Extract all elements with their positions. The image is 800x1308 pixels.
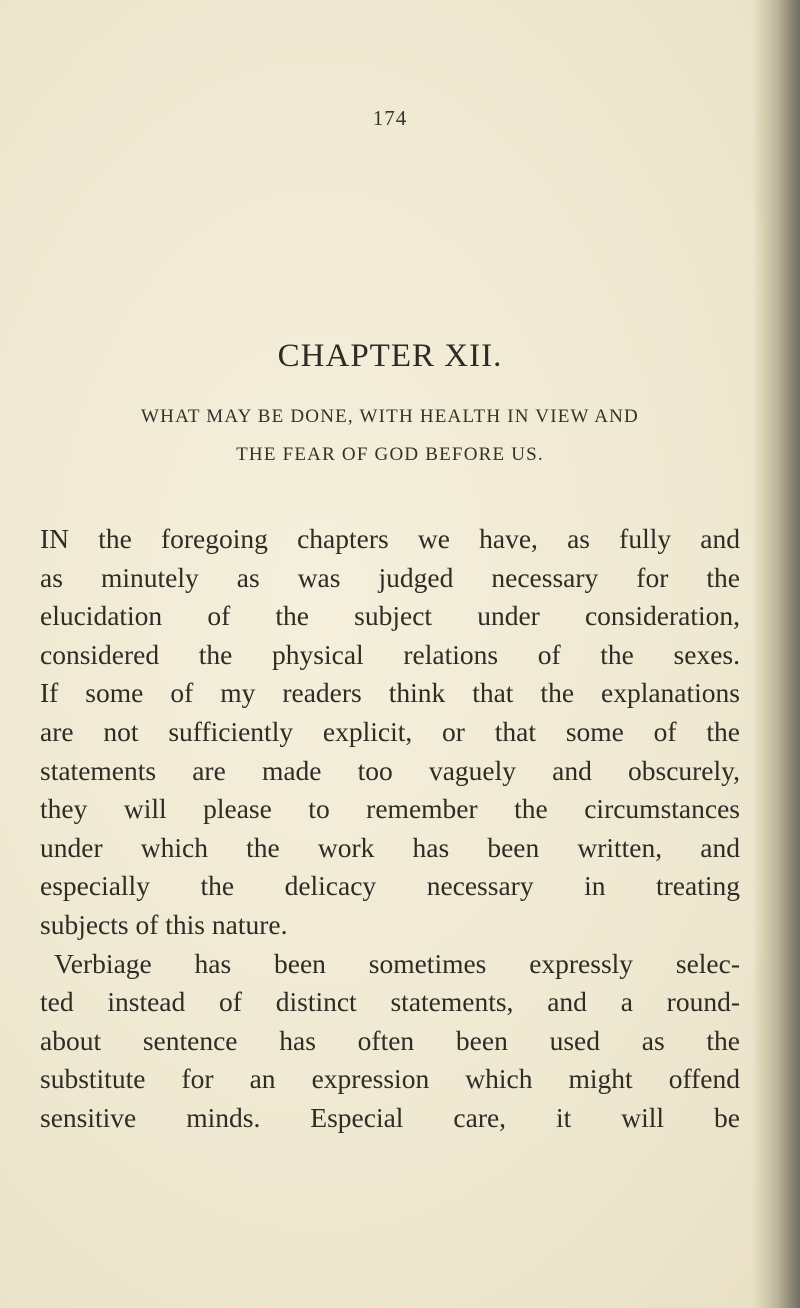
text-line: substitute for an expression which might offend (40, 1063, 740, 1095)
page-gutter-shadow (752, 0, 800, 1308)
paragraph-2 (40, 945, 740, 1138)
text-line: subjects of this nature. (40, 908, 288, 940)
text-line: Verbiage has been sometimes expressly selec- (54, 947, 740, 979)
text-line: If some of my readers think that the explanations (40, 677, 740, 709)
subtitle-line-1: WHAT MAY BE DONE, WITH HEALTH IN VIEW AND (141, 406, 639, 427)
text-line: are not sufficiently explicit, or that some of the (40, 715, 740, 747)
text-line: especially the delicacy necessary in treating (40, 870, 740, 902)
chapter-subtitle (70, 398, 710, 474)
paragraph-1 (40, 520, 740, 945)
text-line: considered the physical relations of the sexes. (40, 638, 740, 670)
text-line: sensitive minds. Especial care, it will be (40, 1101, 740, 1133)
text-line: they will please to remember the circumstances (40, 793, 740, 825)
text-line: under which the work has been written, and (40, 831, 740, 863)
text-line: as minutely as was judged necessary for the (40, 561, 740, 593)
text-line: about sentence has often been used as the (40, 1024, 740, 1056)
text-line: elucidation of the subject under consideration, (40, 600, 740, 632)
body-text (40, 520, 740, 1138)
text-line: statements are made too vaguely and obscurely, (40, 754, 740, 786)
chapter-title: CHAPTER XII. (277, 338, 503, 374)
page-number: 174 (372, 106, 408, 130)
text-line: IN the foregoing chapters we have, as fully and (40, 523, 740, 554)
text-line: ted instead of distinct statements, and a round- (40, 986, 740, 1018)
subtitle-line-2: THE FEAR OF GOD BEFORE US. (236, 444, 544, 465)
